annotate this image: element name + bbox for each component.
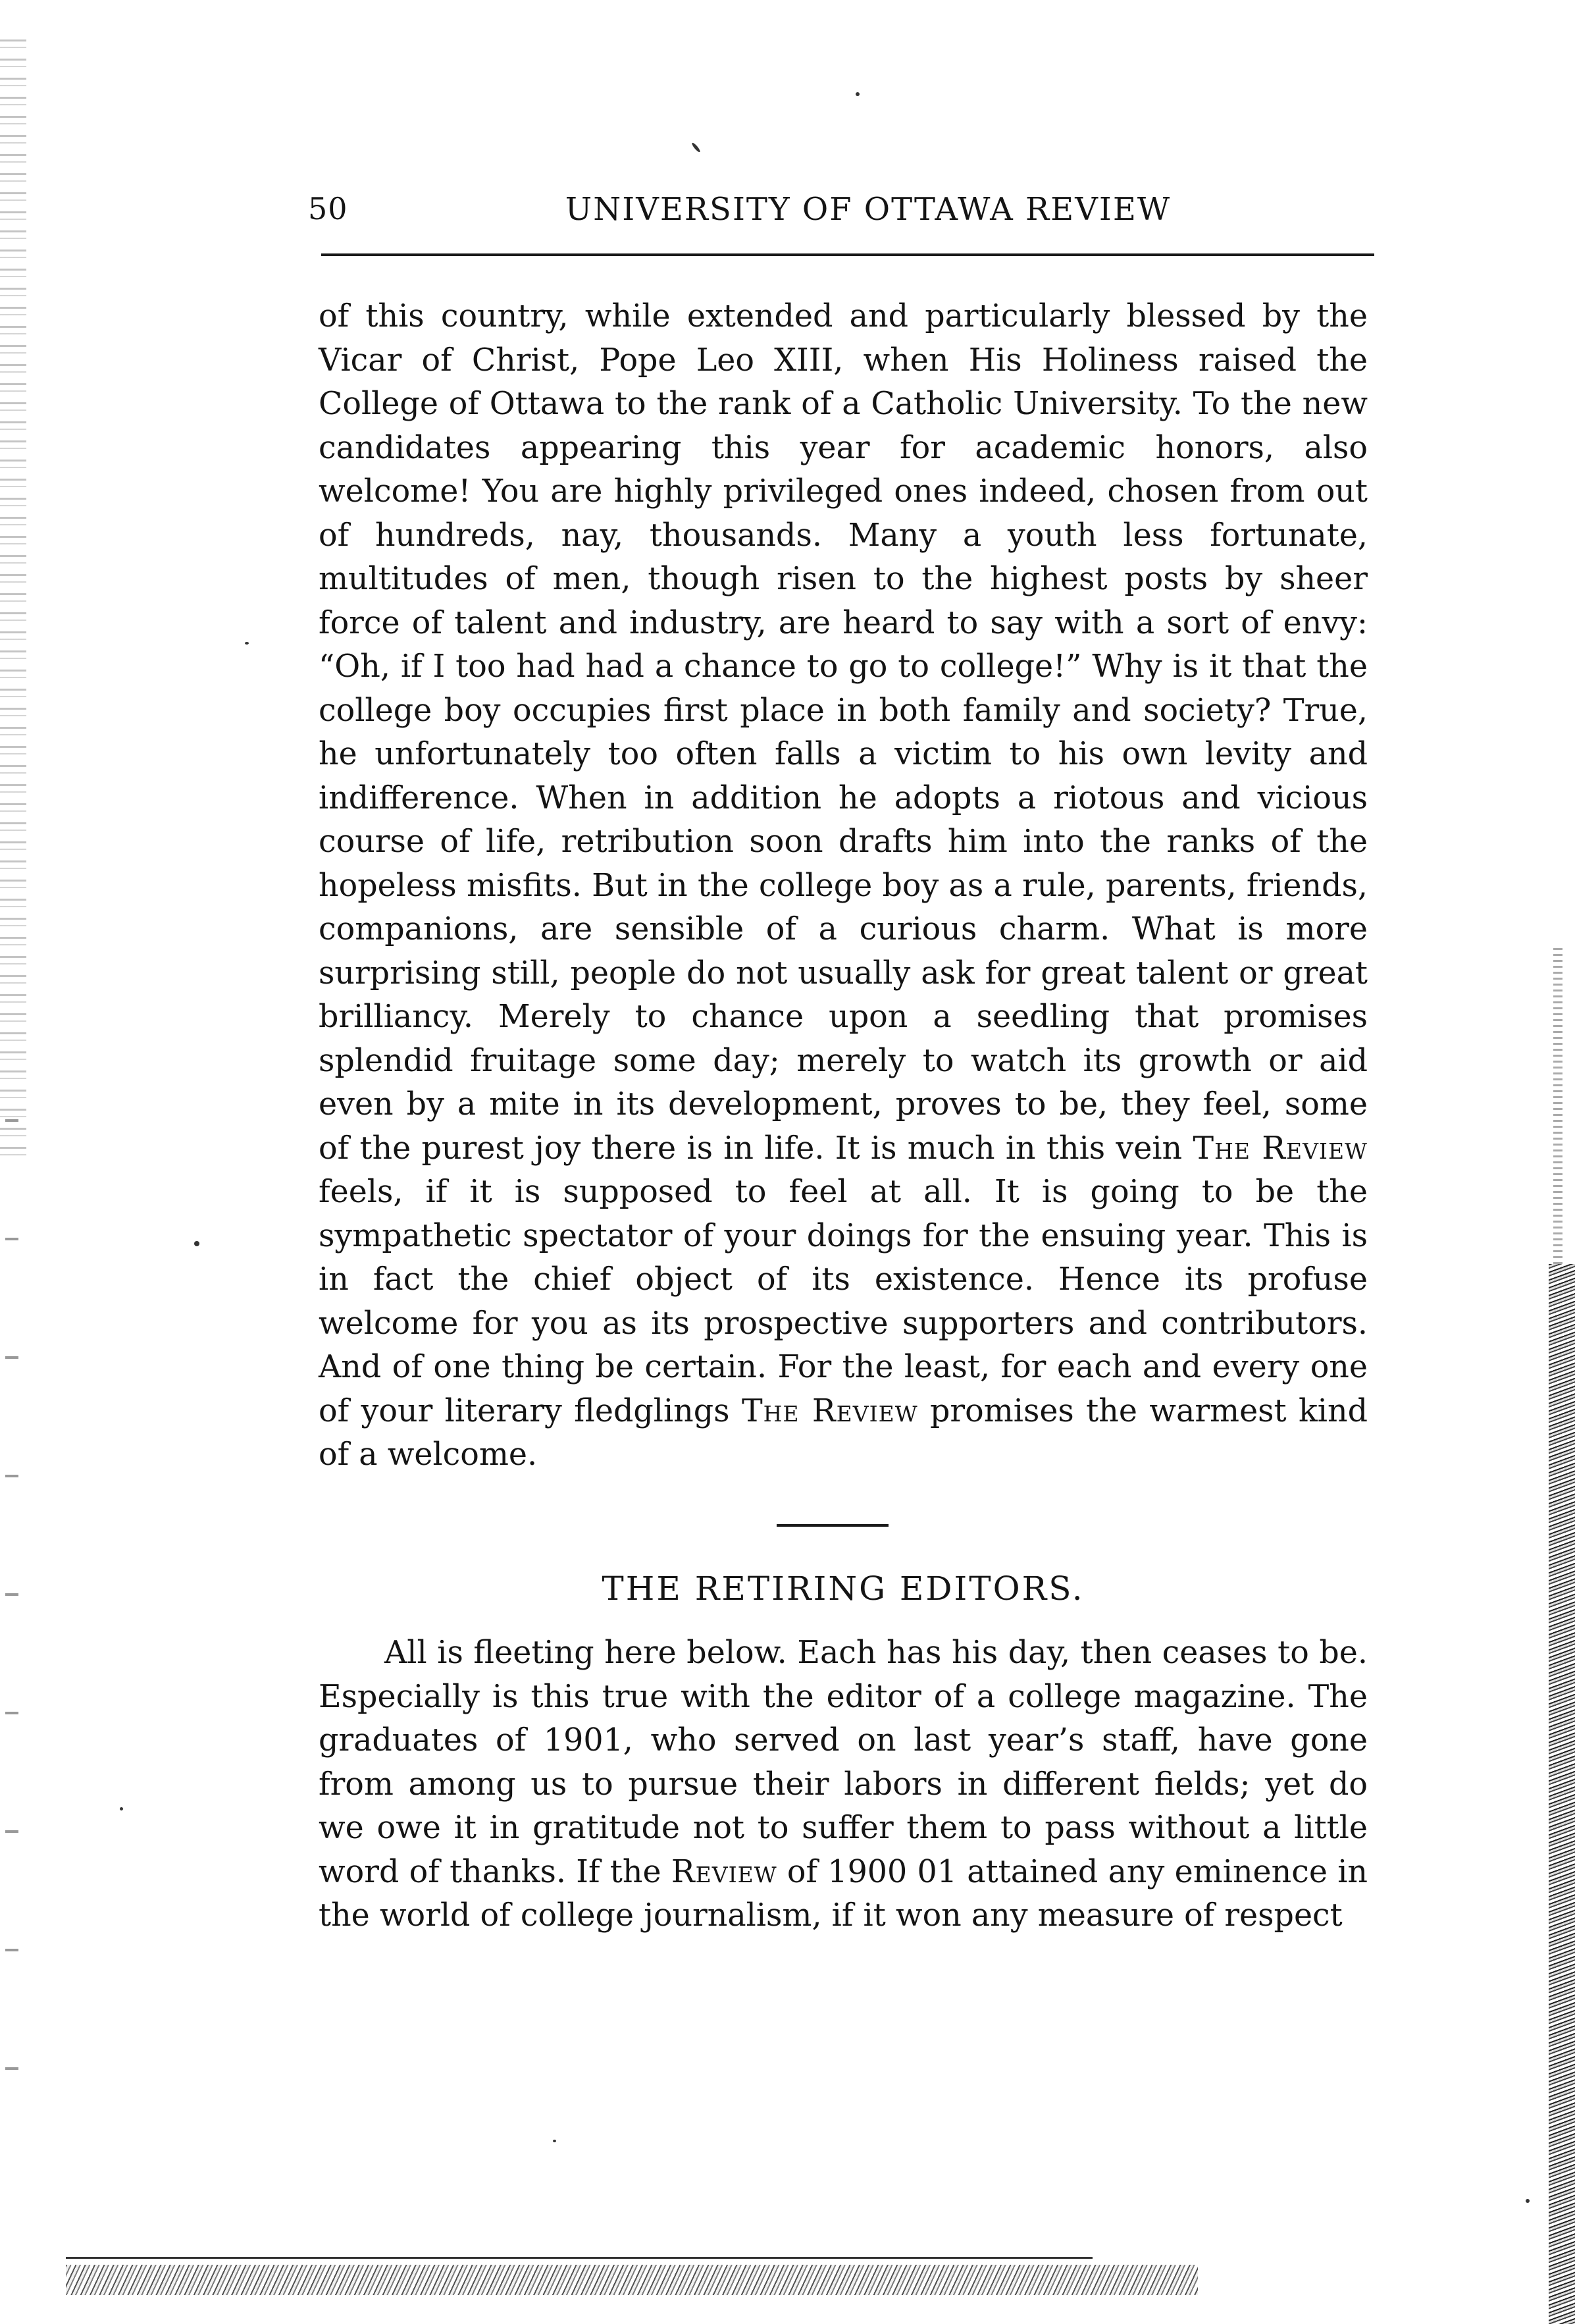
section-text-part-2: of 1900 01 attained any eminence in the world of college journalism, if it won any measure of respect: [319, 1853, 1368, 1934]
scan-edge-dots-left: [5, 1119, 18, 2107]
section-text-part-1: All is fleeting here below. Each has his day, then ceases to be. Especially is this true with the editor of a college magazine. The graduates of 1901, who served on last year’s staff, have gone from among us to pursue their labors in different fields; yet do we owe it in gratitude not to suffer them to pass without a little word of thanks. If the: [319, 1635, 1368, 1890]
scan-edge-speckle-right: [1553, 948, 1562, 1277]
scan-smudge: [553, 2140, 556, 2142]
section-divider: [777, 1524, 889, 1527]
page-header: [308, 191, 1389, 237]
review-name: The Review: [741, 1392, 918, 1429]
scan-edge-artifact-right: [1549, 1264, 1575, 2324]
scan-edge-speckle-left: [0, 40, 26, 1159]
article-text-part-1: of this country, while extended and particularly blessed by the Vicar of Christ, Pope Leo XIII, when His Holiness raised the College of Ottawa to the rank of a Catholic University. To the new candidates appearing this year for academic honors, also welcome! You are highly privileged ones indeed, chosen from out of hundreds, nay, thousands. Many a youth less fortunate, multitudes of men, though risen to the highest posts by sheer force of talent and industry, are heard to say with a sort of envy: “Oh, if I too had had a chance to go to college!” Why is it that the college boy occupies first place in both family and society? True, he unfortunately too often falls a victim to his own levity and indifference. When in addition he adopts a riotous and vicious course of life, retribution soon drafts him into the ranks of the hopeless misfits. But in the college boy as a rule, parents, friends, companions, are sensible of a curious charm. What is more surprising still, people do not usually ask for great talent or great brilliancy. Merely to chance upon a seedling that promises splendid fruitage some day; merely to watch its growth or aid even by a mite in its development, proves to be, they feel, some of the purest joy there is in life. It is much in this vein: [319, 298, 1368, 1167]
scan-smudge: [856, 92, 860, 96]
header-rule: [321, 253, 1374, 256]
review-name: Review: [671, 1853, 777, 1890]
article-paragraph: [319, 295, 1368, 1477]
section-paragraph: [319, 1631, 1368, 1938]
scan-smudge: [1526, 2199, 1530, 2203]
article-text-part-2: feels, if it is supposed to feel at all. It is going to be the sympathetic spectator of your doings for the ensuing year. This is in fact the chief object of its existence. Hence its profuse welcome for you as its prospective supporters and contributors. And of one thing be certain. For the least, for each and every one of your literary fledglings: [319, 1174, 1368, 1429]
section-heading: THE RETIRING EDITORS.: [602, 1570, 1085, 1608]
article-text-part-3: promises the warmest kind of a welcome.: [319, 1392, 1368, 1473]
running-head: UNIVERSITY OF OTTAWA REVIEW: [565, 191, 1172, 228]
review-name: The Review: [1193, 1130, 1368, 1167]
scan-smudge: [691, 142, 701, 153]
scan-smudge: [245, 642, 249, 645]
scan-bottom-rule: [66, 2257, 1093, 2259]
page-number: 50: [308, 191, 348, 226]
scan-edge-artifact-bottom: [66, 2265, 1198, 2295]
scan-smudge: [194, 1241, 199, 1246]
scan-smudge: [120, 1807, 123, 1810]
